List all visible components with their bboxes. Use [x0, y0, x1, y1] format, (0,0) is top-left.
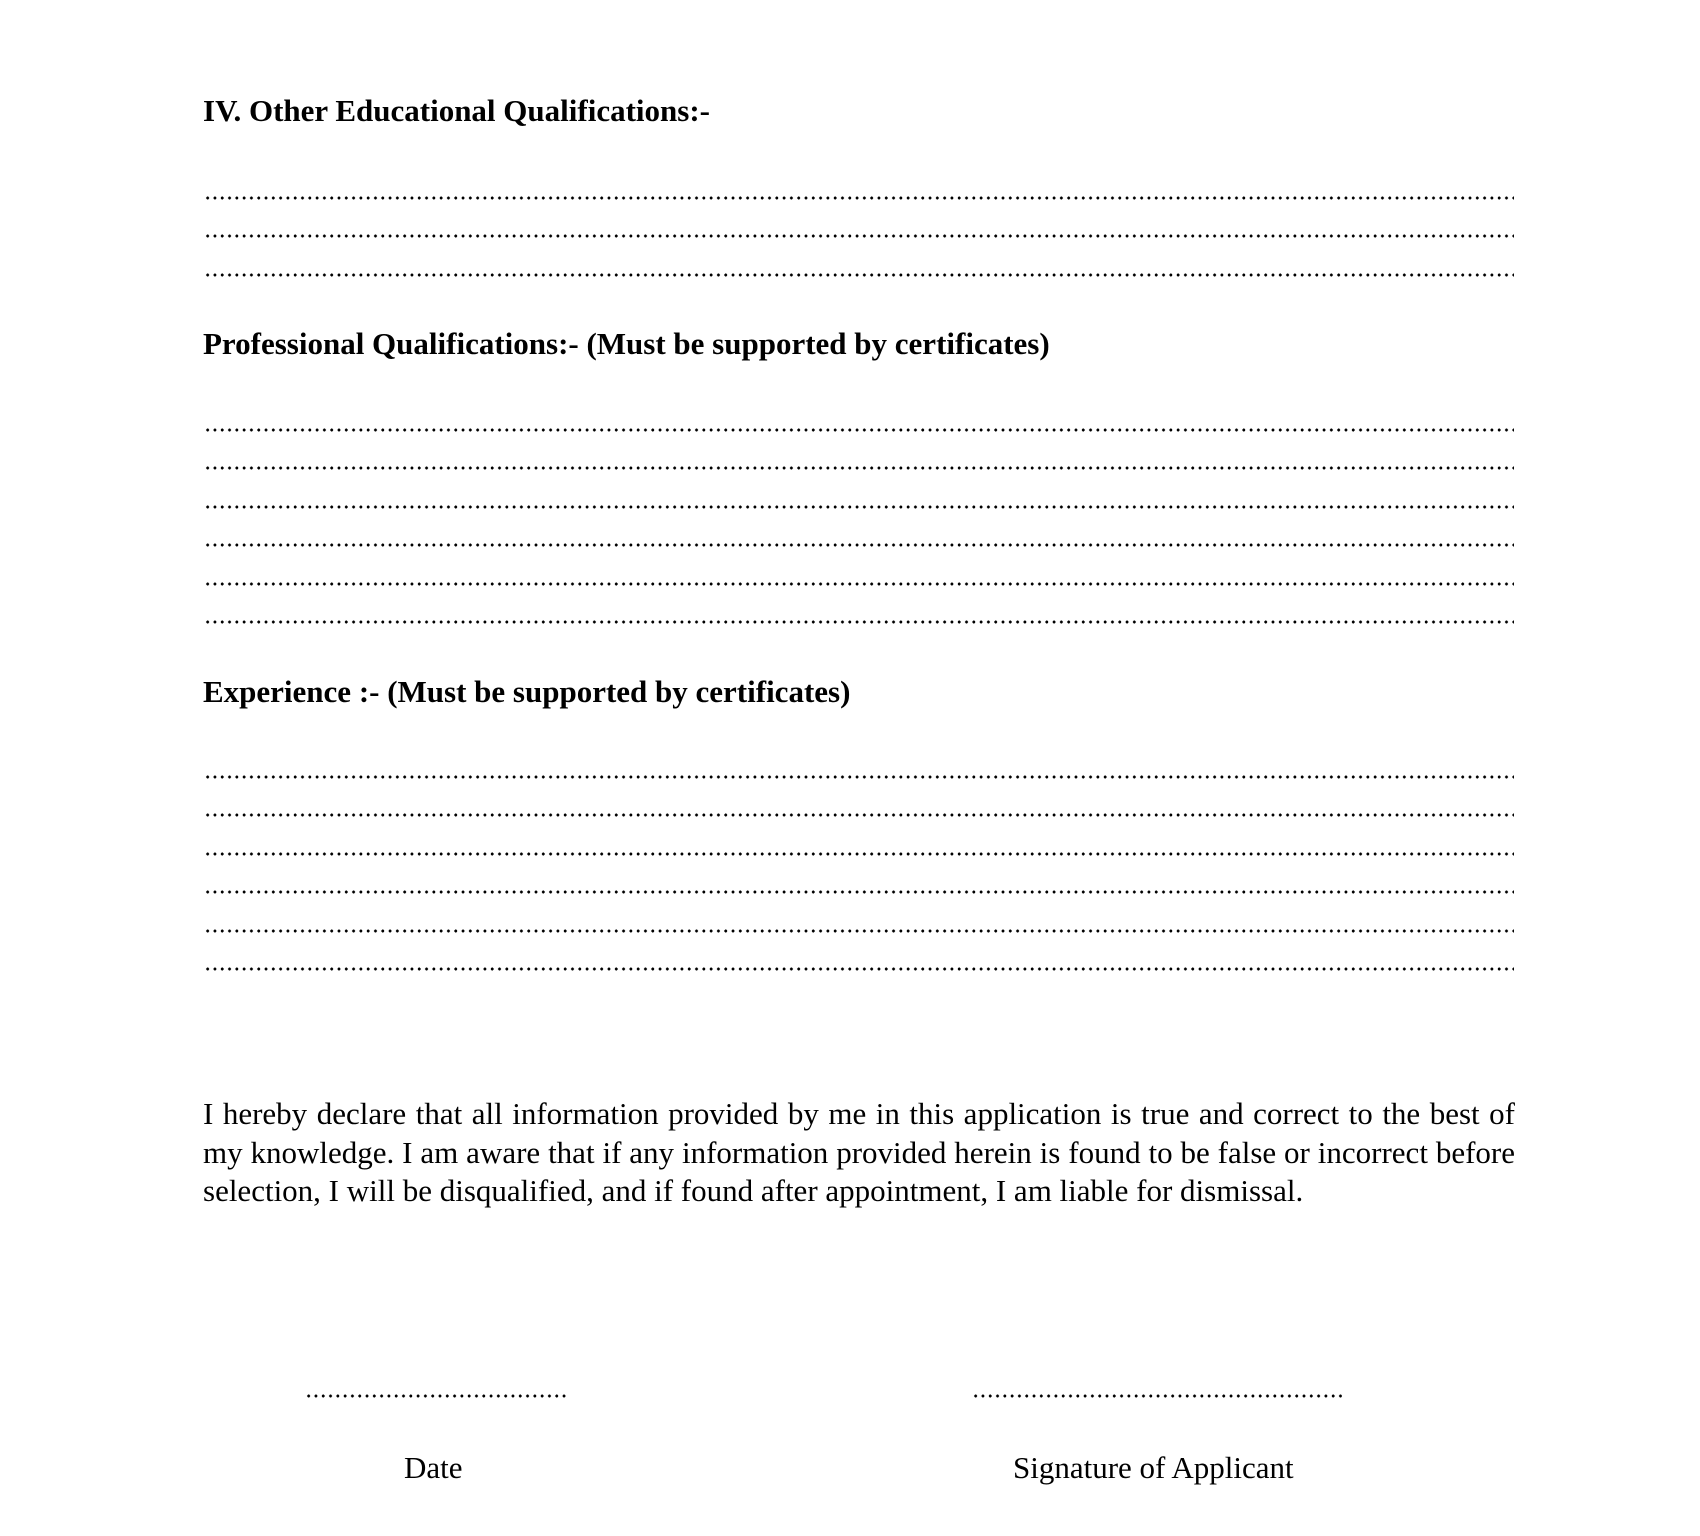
other-educational-qualifications-heading: IV. Other Educational Qualifications:- — [203, 93, 710, 128]
fill-line[interactable] — [204, 273, 1514, 277]
fill-line[interactable] — [204, 890, 1514, 894]
fill-line[interactable] — [204, 967, 1514, 971]
fill-line[interactable] — [204, 813, 1514, 817]
fill-line[interactable] — [204, 466, 1514, 470]
declaration-paragraph: I hereby declare that all information provided by me in this application is true and correct to the best of my knowledge. I am aware that if any information provided herein is found to be false or incorrect before selection, I will be disqualified, and if found after appointment, I am liable for dismissal. — [203, 1096, 1515, 1208]
fill-line[interactable] — [204, 428, 1514, 432]
date-label: Date — [404, 1450, 463, 1485]
fill-line[interactable] — [204, 620, 1514, 624]
experience-heading: Experience :- (Must be supported by certificates) — [203, 674, 851, 709]
fill-line[interactable] — [204, 852, 1514, 856]
fill-line[interactable] — [204, 543, 1514, 547]
professional-qualifications-heading: Professional Qualifications:- (Must be supported by certificates) — [203, 326, 1050, 361]
fill-line[interactable] — [204, 505, 1514, 509]
date-fill-line[interactable] — [305, 1394, 566, 1398]
fill-line[interactable] — [204, 582, 1514, 586]
fill-line[interactable] — [204, 929, 1514, 933]
signature-fill-line[interactable] — [972, 1394, 1342, 1398]
fill-line[interactable] — [204, 234, 1514, 238]
fill-line[interactable] — [204, 775, 1514, 779]
signature-of-applicant-label: Signature of Applicant — [1013, 1450, 1294, 1485]
fill-line[interactable] — [204, 196, 1514, 200]
